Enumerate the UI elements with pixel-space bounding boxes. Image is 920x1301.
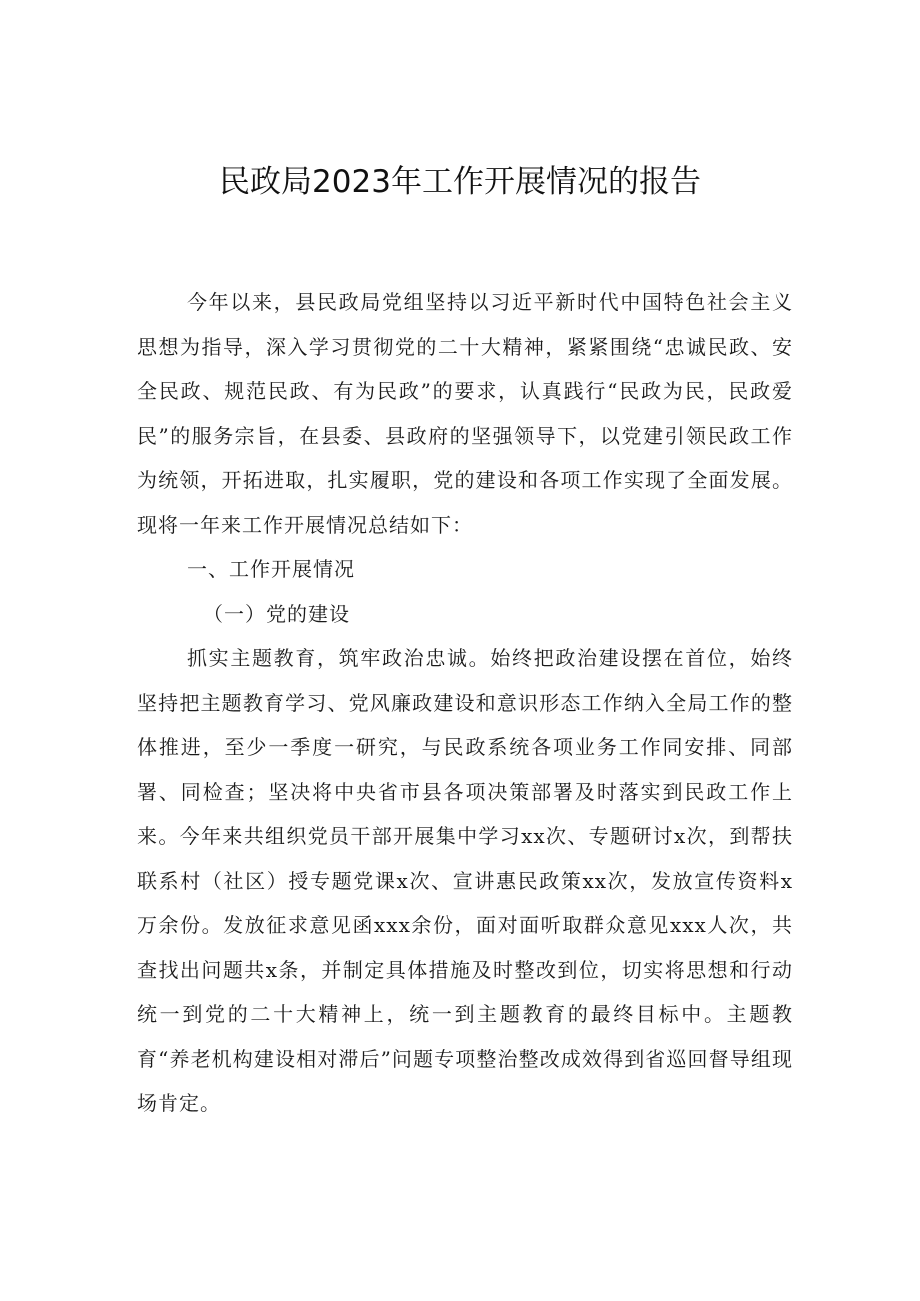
intro-paragraph: 今年以来，县民政局党组坚持以习近平新时代中国特色社会主义思想为指导，深入学习贯彻党的二十大精神，紧紧围绕“忠诚民政、安全民政、规范民政、有为民政”的要求，认真践行“民政为民，民政爱民”的服务宗旨，在县委、县政府的坚强领导下，以党建引领民政工作为统领，开拓进取，扎实履职，党的建设和各项工作实现了全面发展。现将一年来工作开展情况总结如下： — [137, 290, 793, 537]
document-body — [137, 280, 793, 1126]
subsection-heading-party-building: （一）党的建设 — [203, 601, 350, 626]
party-building-paragraph: 抓实主题教育，筑牢政治忠诚。始终把政治建设摆在首位，始终坚持把主题教育学习、党风廉政建设和意识形态工作纳入全局工作的整体推进，至少一季度一研究，与民政系统各项业务工作同安排、同部署、同检查；坚决将中央省市县各项决策部署及时落实到民政工作上来。今年来共组织党员干部开展集中学习xx次、专题研讨x次，到帮扶联系村（社区）授专题党课x次、宣讲惠民政策xx次，发放宣传资料x万余份。发放征求意见函xxx余份，面对面听取群众意见xxx人次，共查找出问题共x条，并制定具体措施及时整改到位，切实将思想和行动统一到党的二十大精神上，统一到主题教育的最终目标中。主题教育“养老机构建设相对滞后”问题专项整治整改成效得到省巡回督导组现场肯定。 — [137, 646, 793, 1115]
document-title: 民政局2023年工作开展情况的报告 — [219, 164, 701, 200]
section-heading-work-progress: 一、工作开展情况 — [187, 557, 355, 581]
